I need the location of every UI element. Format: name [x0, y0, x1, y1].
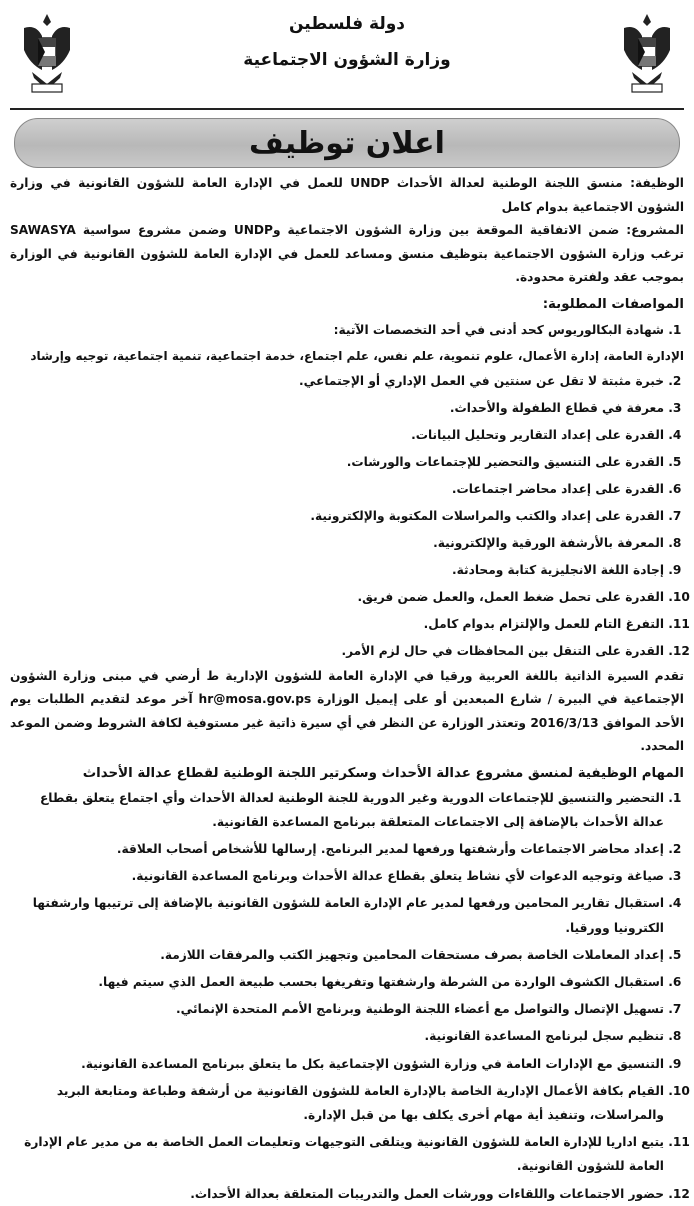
state-name: دولة فلسطين — [288, 14, 406, 34]
requirements-heading: المواصفات المطلوبة: — [542, 296, 684, 312]
tasks-heading: المهام الوظيفية لمنسق مشروع عدالة الأحداث وسكرتير اللجنة الوطنية لقطاع عدالة الأحداث — [82, 765, 684, 781]
list-item: 2. إعداد محاضر الاجتماعات وأرشفتها ورفعها لمدير البرنامج. إرسالها للأشخاص أصحاب العلاقة. — [10, 837, 664, 861]
list-item: 6. استقبال الكشوف الواردة من الشرطة وارشفتها وتفريغها بحسب طبيعة العمل الذي سيتم فيها. — [10, 970, 664, 994]
list-item: 4. القدرة على إعداد التقارير وتحليل البيانات. — [10, 422, 664, 449]
list-item: 12. القدرة على التنقل بين المحافظات في حال لزم الأمر. — [10, 638, 664, 665]
list-item: 5. إعداد المعاملات الخاصة بصرف مستحقات المحامين وتجهيز الكتب والمرفقات اللازمة. — [10, 943, 664, 967]
list-item: 9. إجادة اللغة الانجليزية كتابة ومحادثة. — [10, 557, 664, 584]
project-paragraph: المشروع: ضمن الاتفاقية الموقعة بين وزارة الشؤون الاجتماعية وUNDP وضمن مشروع سواسية SAWASYA ترغب وزارة الشؤون الاجتماعية بتوظيف منسق ومساعد للعمل في الإدارة العامة للشؤون القانونية في الوزارة بموجب عقد ولفترة محدودة. — [10, 223, 684, 284]
tasks-list — [10, 786, 684, 1206]
list-item: 3. صياغة وتوجيه الدعوات لأي نشاط يتعلق بقطاع عدالة الأحداث وبرنامج المساعدة القانونية. — [10, 864, 664, 888]
position-paragraph: الوظيفة: منسق اللجنة الوطنية لعدالة الأحداث UNDP للعمل في الإدارة العامة للشؤون القانونية في وزارة الشؤون الاجتماعية بدوام كامل — [10, 176, 684, 214]
list-item: 10. القدرة على تحمل ضغط العمل، والعمل ضمن فريق. — [10, 584, 664, 611]
list-item: 6. القدرة على إعداد محاضر اجتماعات. — [10, 476, 664, 503]
page-title: اعلان توظيف — [249, 125, 445, 161]
letterhead — [10, 0, 684, 110]
list-item: 12. حضور الاجتماعات واللقاءات وورشات العمل والتدريبات المتعلقة بعدالة الأحداث. — [10, 1182, 664, 1206]
specializations-text: الإدارة العامة، إدارة الأعمال، علوم تنموية، علم نفس، علم اجتماع، خدمة اجتماعية، تنمية اجتماعية، توجيه وإرشاد — [30, 348, 684, 363]
list-item: 1. التحضير والتنسيق للإجتماعات الدورية وغير الدورية للجنة الوطنية لعدالة الأحداث وأي اجتماع يتعلق بقطاع عدالة الأحداث بالإضافة إلى الاجتماعات المتعلقة ببرنامج المساعدة القانونية. — [10, 786, 664, 834]
list-item: 10. القيام بكافة الأعمال الإدارية الخاصة بالإدارة العامة للشؤون القانونية من أرشفة وطباعة ومتابعة البريد والمراسلات، وتنفيذ أية مهام أخرى يكلف بها من قبل الإدارة. — [10, 1079, 664, 1127]
list-item: 8. المعرفة بالأرشفة الورقية والإلكترونية. — [10, 530, 664, 557]
list-item: 3. معرفة في قطاع الطفولة والأحداث. — [10, 395, 664, 422]
list-item: 11. التفرغ التام للعمل والإلتزام بدوام كامل. — [10, 611, 664, 638]
list-item: 7. تسهيل الإتصال والتواصل مع أعضاء اللجنة الوطنية وبرنامج الأمم المتحدة الإنمائي. — [10, 997, 664, 1021]
list-item: 9. التنسيق مع الإدارات العامة في وزارة الشؤون الإجتماعية بكل ما يتعلق ببرنامج المساعدة القانونية. — [10, 1052, 664, 1076]
list-item: 8. تنظيم سجل لبرنامج المساعدة القانونية. — [10, 1024, 664, 1048]
list-item: 7. القدرة على إعداد والكتب والمراسلات المكتوبة والإلكترونية. — [10, 503, 664, 530]
title-banner — [14, 118, 680, 168]
ministry-name: وزارة الشؤون الاجتماعية — [243, 50, 451, 70]
list-item: 11. يتبع اداريا للإدارة العامة للشؤون القانونية ويتلقى التوجيهات وتعليمات العمل الخاصة به من مدير عام الإدارة العامة للشؤون القانونية. — [10, 1130, 664, 1178]
list-item: 2. خبرة مثبتة لا تقل عن سنتين في العمل الإداري أو الإجتماعي. — [10, 368, 664, 395]
list-item: 1. شهادة البكالوريوس كحد أدنى في أحد التخصصات الآتية: الإدارة العامة، إدارة الأعمال، علوم تنموية، علم نفس، علم اجتماع، خدمة اجتماعية، تنمية اجتماعية، توجيه وإرشاد — [10, 317, 664, 368]
requirements-list — [10, 317, 684, 665]
list-item: 4. استقبال تقارير المحامين ورفعها لمدير عام الإدارة العامة للشؤون القانونية بالإضافة إلى ترتيبها وارشفتها الكترونيا وورقيا. — [10, 891, 664, 939]
list-item: 5. القدرة على التنسيق والتحضير للإجتماعات والورشات. — [10, 449, 664, 476]
application-instructions: تقدم السيرة الذاتية باللغة العربية ورقيا في الإدارة العامة للشؤون الإدارية ط أرضي في مبنى وزارة الشؤون الإجتماعية في البيرة / شارع المبعدين أو على إيميل الوزارة hr@mosa.gov.ps آخر موعد لتقديم الطلبات يوم الأحد الموافق 2016/3/13 وتعتذر الوزارة عن النظر في أي سيرة ذاتية غير مستوفية لكافة الشروط وضمن الموعد المحدد. — [10, 668, 684, 753]
